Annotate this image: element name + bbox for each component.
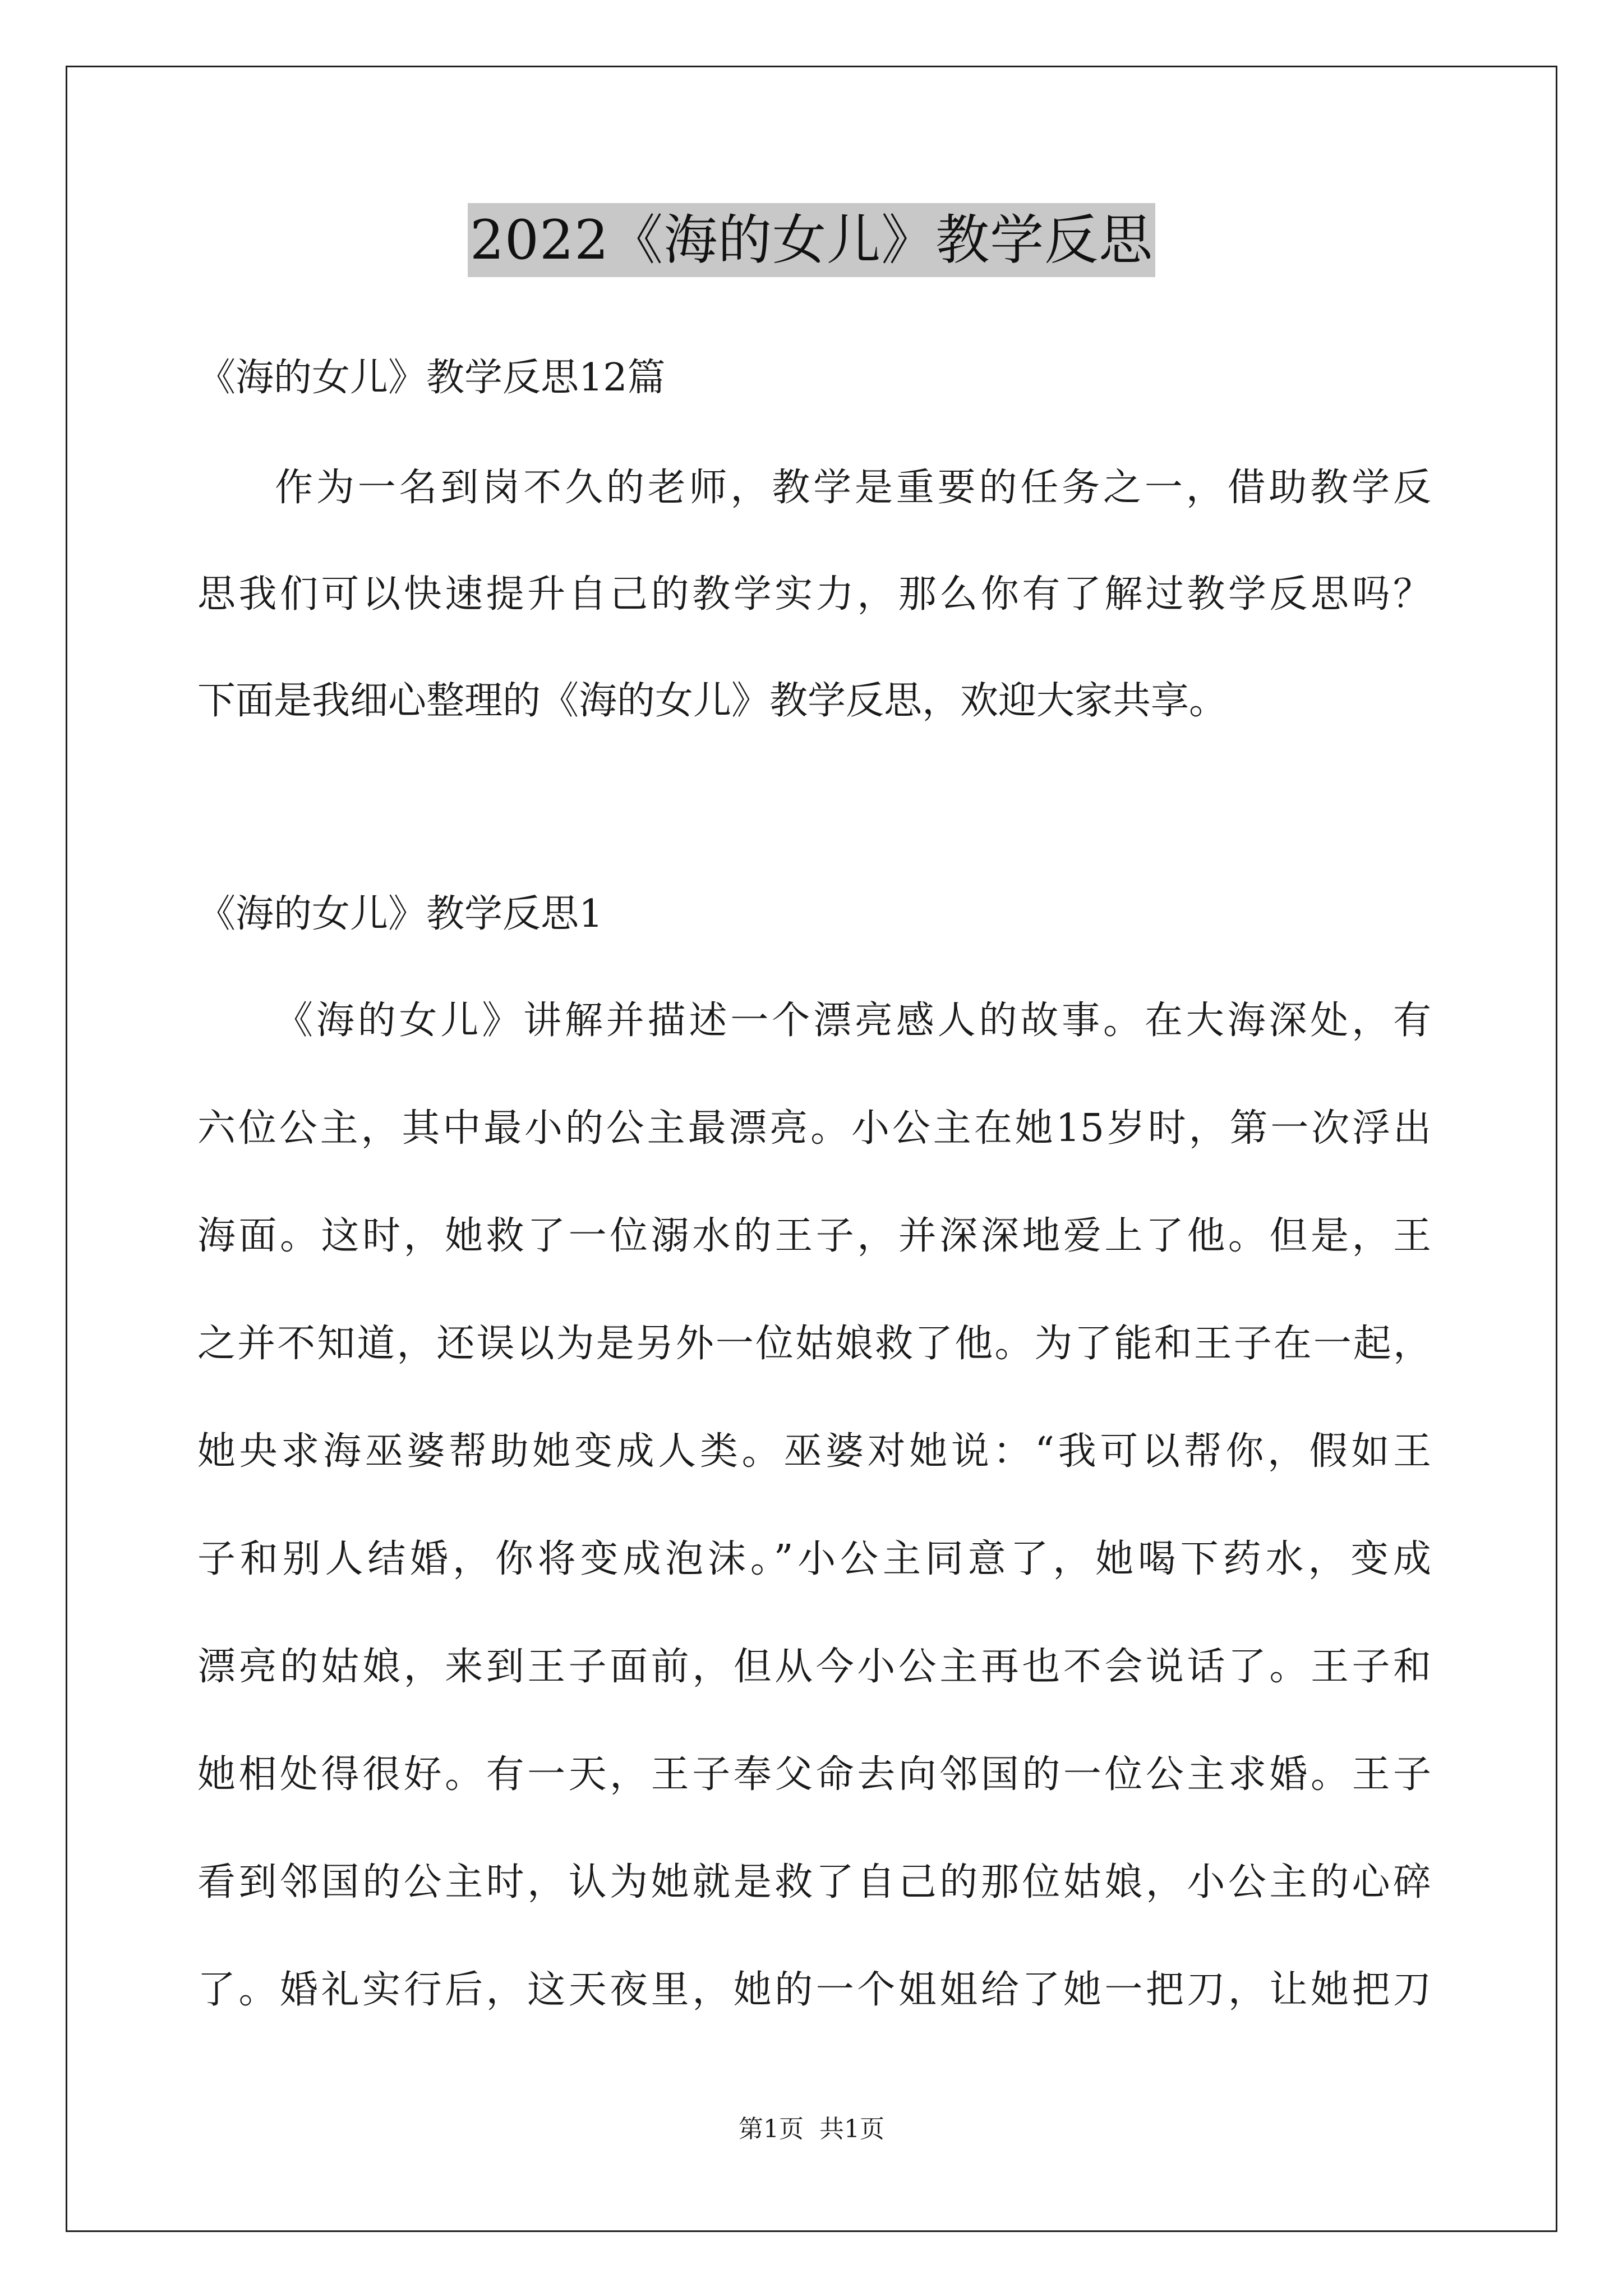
body-line: 她相处得很好。有一天，王子奉父命去向邻国的一位公主求婚。王子	[197, 1752, 1431, 1797]
title-container	[0, 203, 1623, 277]
body-line: 看到邻国的公主时，认为她就是救了自己的那位姑娘，小公主的心碎	[197, 1860, 1431, 1904]
page-total: 共1页	[819, 2115, 884, 2143]
intro-line: 思我们可以快速提升自己的教学实力，那么你有了解过教学反思吗？	[197, 572, 1431, 616]
intro-line: 下面是我细心整理的《海的女儿》教学反思，欢迎大家共享。	[197, 679, 1228, 723]
page-number: 第1页	[739, 2115, 804, 2143]
intro-line: 作为一名到岗不久的老师，教学是重要的任务之一，借助教学反	[275, 466, 1431, 510]
subtitle: 《海的女儿》教学反思12篇	[197, 356, 666, 400]
body-line: 子和别人结婚，你将变成泡沫。”小公主同意了，她喝下药水，变成	[197, 1537, 1431, 1581]
body-line: 六位公主，其中最小的公主最漂亮。小公主在她15岁时，第一次浮出	[197, 1106, 1431, 1151]
body-line: 她央求海巫婆帮助她变成人类。巫婆对她说：“我可以帮你，假如王	[197, 1429, 1431, 1474]
body-line: 漂亮的姑娘，来到王子面前，但从今小公主再也不会说话了。王子和	[197, 1645, 1431, 1689]
page-footer	[0, 2114, 1623, 2145]
body-line: 之并不知道，还误以为是另外一位姑娘救了他。为了能和王子在一起，	[197, 1322, 1431, 1366]
document-title: 2022《海的女儿》教学反思	[468, 203, 1155, 277]
body-line: 《海的女儿》讲解并描述一个漂亮感人的故事。在大海深处，有	[275, 999, 1431, 1043]
body-line: 海面。这时，她救了一位溺水的王子，并深深地爱上了他。但是，王	[197, 1214, 1431, 1258]
body-line: 了。婚礼实行后，这天夜里，她的一个姐姐给了她一把刀，让她把刀	[197, 1968, 1431, 2012]
section-heading: 《海的女儿》教学反思1	[197, 892, 603, 936]
